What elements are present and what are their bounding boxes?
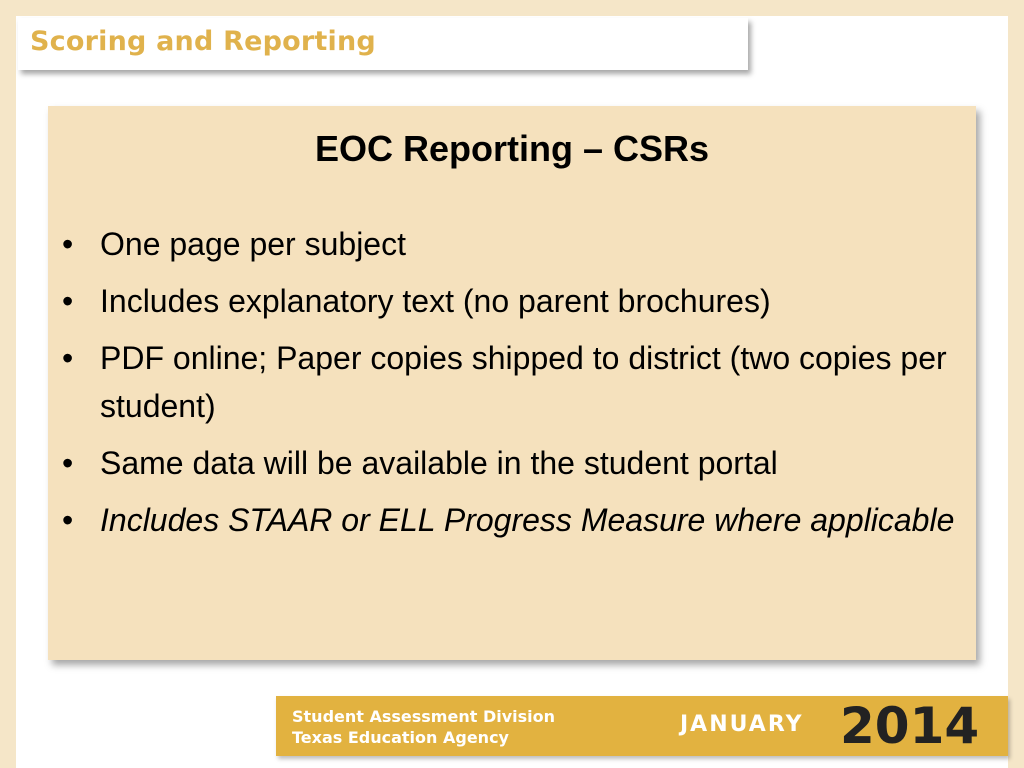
bullet-icon: • bbox=[62, 445, 74, 481]
slide-title: EOC Reporting – CSRs bbox=[314, 128, 710, 169]
section-title: Scoring and Reporting bbox=[30, 26, 376, 57]
bullet-item bbox=[62, 220, 972, 268]
footer-division: Student Assessment Division bbox=[292, 707, 556, 726]
content-panel bbox=[48, 106, 976, 660]
footer-month: JANUARY bbox=[680, 712, 804, 737]
bullet-icon: • bbox=[62, 283, 74, 319]
bullet-text: Same data will be available in the student portal bbox=[100, 445, 778, 481]
bullet-item bbox=[62, 277, 972, 325]
footer-year: 2014 bbox=[840, 697, 980, 755]
bullet-item bbox=[62, 496, 972, 544]
bullet-text: PDF online; Paper copies shipped to district (two copies per student) bbox=[100, 340, 947, 424]
header-bar bbox=[18, 18, 748, 70]
bullet-list bbox=[62, 220, 972, 553]
bullet-item bbox=[62, 439, 972, 487]
bullet-text: Includes STAAR or ELL Progress Measure where applicable bbox=[100, 502, 955, 538]
bullet-icon: • bbox=[62, 226, 74, 262]
footer-agency: Texas Education Agency bbox=[292, 728, 509, 747]
footer-banner bbox=[276, 696, 1008, 756]
bullet-icon: • bbox=[62, 502, 74, 538]
bullet-item bbox=[62, 334, 972, 430]
bullet-text: Includes explanatory text (no parent brochures) bbox=[100, 283, 771, 319]
footer-organization bbox=[292, 706, 555, 748]
bullet-text: One page per subject bbox=[100, 226, 406, 262]
bullet-icon: • bbox=[62, 340, 74, 376]
